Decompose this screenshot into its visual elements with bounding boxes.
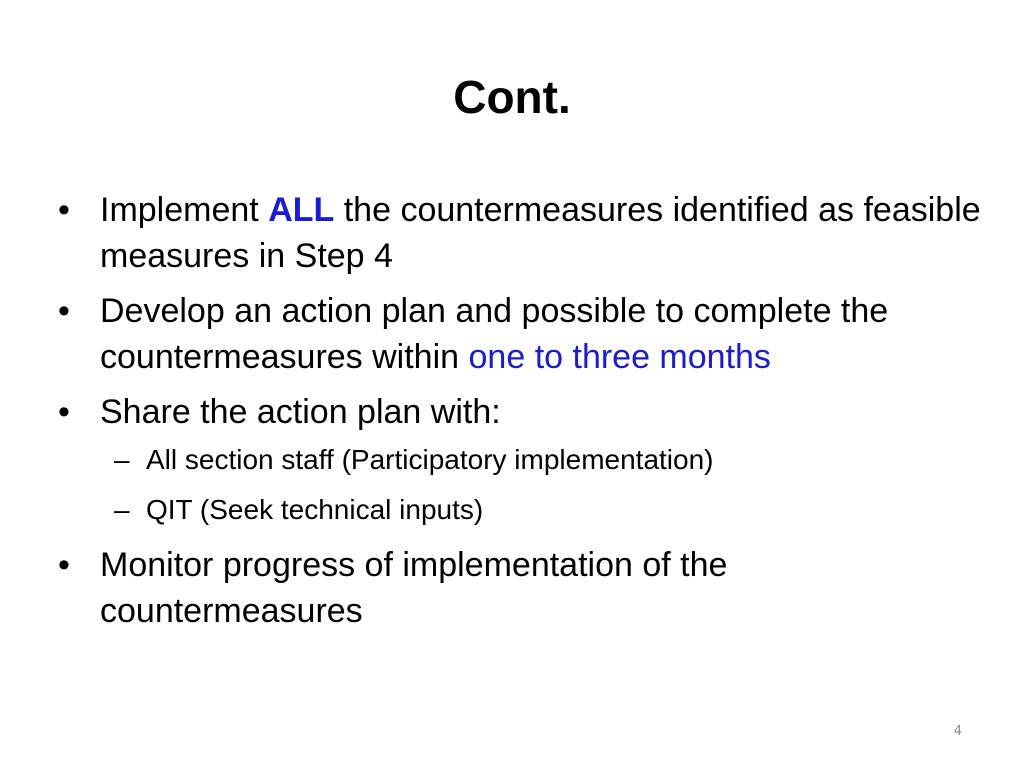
- bullet-item-action-plan: [58, 288, 988, 380]
- slide-title: Cont.: [453, 71, 571, 123]
- sub-bullet-text: QIT (Seek technical inputs): [146, 494, 484, 525]
- sub-bullet-text: All section staff (Participatory implementation): [146, 444, 714, 475]
- bullet-item-implement: [58, 187, 988, 279]
- sub-bullet-item-qit: [100, 487, 988, 533]
- bullet-item-share-plan: [58, 389, 988, 533]
- bullet-text: Implement: [100, 191, 269, 229]
- bullet-text: Develop an action plan and possible to complete the countermeasures within: [100, 292, 889, 376]
- bullet-item-monitor: [58, 542, 988, 634]
- highlight-text: ALL: [268, 191, 335, 229]
- bullet-dot-icon: •: [58, 546, 70, 584]
- sub-bullet-item-section-staff: [100, 437, 988, 483]
- bullet-list: [58, 187, 988, 643]
- sub-bullet-list: [100, 437, 988, 533]
- bullet-dot-icon: •: [58, 292, 70, 330]
- bullet-dot-icon: •: [58, 191, 70, 229]
- bullet-dot-icon: •: [58, 393, 70, 431]
- dash-icon: –: [114, 444, 130, 475]
- bullet-text: the countermeasures identified as feasible measures in Step 4: [100, 191, 981, 275]
- dash-icon: –: [114, 494, 130, 525]
- highlight-text: one to three months: [468, 338, 771, 376]
- bullet-text: Share the action plan with:: [100, 393, 501, 431]
- bullet-text: Monitor progress of implementation of the countermeasures: [100, 546, 728, 630]
- page-number: 4: [953, 724, 962, 739]
